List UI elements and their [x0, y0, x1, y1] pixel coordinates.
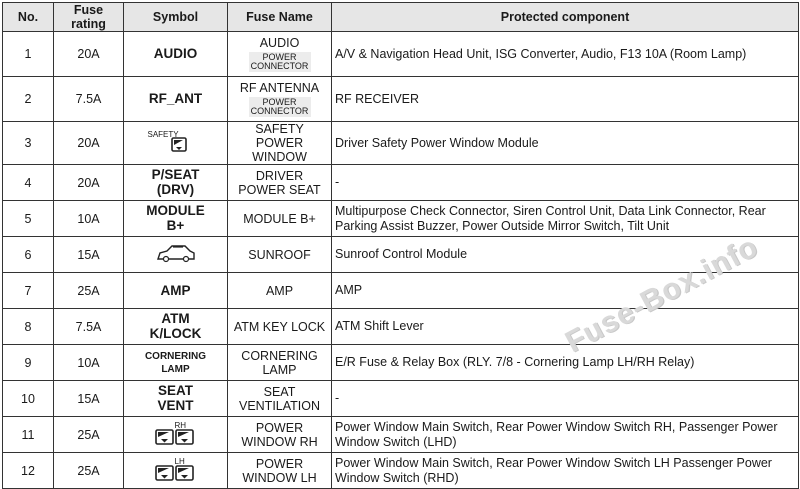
- symbol-label: AMP: [160, 282, 191, 298]
- protected-component: Sunroof Control Module: [332, 237, 799, 273]
- header-row: [3, 3, 799, 32]
- table-row: [3, 32, 799, 77]
- fuse-rating: 15A: [54, 381, 124, 417]
- table-row: [3, 122, 799, 165]
- fuse-rating: 10A: [54, 345, 124, 381]
- fuse-number: 12: [3, 453, 54, 489]
- safety-window-icon: [148, 129, 204, 157]
- fuse-name: [228, 32, 332, 77]
- symbol-label: ATM K/LOCK: [149, 311, 202, 341]
- fuse-symbol: [124, 417, 228, 453]
- fuse-symbol: [124, 122, 228, 165]
- protected-component: -: [332, 165, 799, 201]
- symbol-label: MODULE B+: [146, 203, 205, 233]
- fuse-number: 11: [3, 417, 54, 453]
- fuse-rating: 7.5A: [54, 77, 124, 122]
- table-row: [3, 345, 799, 381]
- fuse-rating: 25A: [54, 453, 124, 489]
- fuse-name-label: MODULE B+: [243, 211, 316, 226]
- fuse-rating: 15A: [54, 237, 124, 273]
- table-row: [3, 201, 799, 237]
- fuse-name: [228, 165, 332, 201]
- fuse-name-label: AUDIO: [259, 36, 300, 50]
- table-row: [3, 237, 799, 273]
- protected-component: Multipurpose Check Connector, Siren Control Unit, Data Link Connector, Rear Parking Assist Buzzer, Power Outside Mirror Switch, Tilt Unit: [332, 201, 799, 237]
- fuse-symbol: [124, 345, 228, 381]
- fuse-rating: 20A: [54, 32, 124, 77]
- symbol-label: P/SEAT (DRV): [151, 167, 200, 197]
- header-symbol: Symbol: [124, 3, 228, 32]
- protected-component: Driver Safety Power Window Module: [332, 122, 799, 165]
- fuse-name-label: RF ANTENNA: [239, 81, 320, 95]
- fuse-name-label: AMP: [265, 283, 294, 298]
- fuse-name: [228, 273, 332, 309]
- header-fuse-rating: Fuse rating: [54, 3, 124, 32]
- symbol-label: RH: [174, 420, 187, 430]
- fuse-name-label: SAFETY POWER WINDOW: [252, 122, 307, 164]
- fuse-name-label: SUNROOF: [248, 247, 311, 262]
- fuse-name-sublabel: POWER CONNECTOR: [249, 97, 311, 117]
- header-fuse-name: Fuse Name: [228, 3, 332, 32]
- fuse-name: [228, 237, 332, 273]
- fuse-symbol: [124, 453, 228, 489]
- fuse-name-sublabel: POWER CONNECTOR: [249, 52, 311, 72]
- fuse-number: 7: [3, 273, 54, 309]
- header-protected-component: Protected component: [332, 3, 799, 32]
- fuse-number: 8: [3, 309, 54, 345]
- fuse-name: [228, 122, 332, 165]
- fuse-symbol: [124, 381, 228, 417]
- fuse-number: 5: [3, 201, 54, 237]
- symbol-label: CORNERING LAMP: [144, 350, 207, 375]
- table-row: [3, 77, 799, 122]
- symbol-label: RF_ANT: [148, 91, 203, 106]
- fuse-name-label: SEAT VENTILATION: [238, 384, 321, 413]
- protected-component: ATM Shift Lever: [332, 309, 799, 345]
- fuse-name: [228, 309, 332, 345]
- fuse-number: 6: [3, 237, 54, 273]
- protected-component: RF RECEIVER: [332, 77, 799, 122]
- table-row: [3, 381, 799, 417]
- fuse-name-label: POWER WINDOW LH: [242, 456, 317, 485]
- table-row: [3, 273, 799, 309]
- symbol-label: SAFETY: [147, 130, 179, 139]
- fuse-symbol: [124, 273, 228, 309]
- fuse-name: [228, 417, 332, 453]
- fuse-rating: 10A: [54, 201, 124, 237]
- protected-component: Power Window Main Switch, Rear Power Window Switch RH, Passenger Power Window Switch (LHD): [332, 417, 799, 453]
- fuse-name: [228, 77, 332, 122]
- fuse-name-label: POWER WINDOW RH: [241, 420, 318, 449]
- watermark: Fuse-Box.info: [560, 230, 764, 360]
- fuse-symbol: [124, 32, 228, 77]
- fuse-rating: 20A: [54, 165, 124, 201]
- symbol-label: SEAT VENT: [157, 383, 194, 413]
- symbol-label: AUDIO: [153, 46, 198, 61]
- power-window-rh-icon: [153, 420, 199, 450]
- header-no: No.: [3, 3, 54, 32]
- protected-component: -: [332, 381, 799, 417]
- fuse-symbol: [124, 77, 228, 122]
- fuse-number: 3: [3, 122, 54, 165]
- fuse-rating: 20A: [54, 122, 124, 165]
- fuse-symbol: [124, 309, 228, 345]
- fuse-name-label: DRIVER POWER SEAT: [238, 168, 321, 197]
- table-row: [3, 417, 799, 453]
- fuse-rating: 25A: [54, 273, 124, 309]
- fuse-number: 2: [3, 77, 54, 122]
- protected-component: A/V & Navigation Head Unit, ISG Converter, Audio, F13 10A (Room Lamp): [332, 32, 799, 77]
- fuse-name-label: CORNERING LAMP: [241, 348, 318, 377]
- symbol-label: LH: [174, 456, 185, 466]
- fuse-symbol: [124, 201, 228, 237]
- protected-component: E/R Fuse & Relay Box (RLY. 7/8 - Cornering Lamp LH/RH Relay): [332, 345, 799, 381]
- fuse-number: 4: [3, 165, 54, 201]
- fuse-symbol: [124, 237, 228, 273]
- table-row: [3, 309, 799, 345]
- sunroof-car-icon: [155, 242, 197, 268]
- fuse-name-label: ATM KEY LOCK: [233, 319, 326, 334]
- fuse-number: 10: [3, 381, 54, 417]
- fuse-name: [228, 381, 332, 417]
- fuse-symbol: [124, 165, 228, 201]
- protected-component: Power Window Main Switch, Rear Power Window Switch LH Passenger Power Window Switch (RHD): [332, 453, 799, 489]
- fuse-rating: 25A: [54, 417, 124, 453]
- fuse-number: 9: [3, 345, 54, 381]
- fuse-table: [2, 2, 799, 489]
- fuse-number: 1: [3, 32, 54, 77]
- fuse-name: [228, 201, 332, 237]
- fuse-name: [228, 453, 332, 489]
- table-row: [3, 453, 799, 489]
- fuse-name: [228, 345, 332, 381]
- fuse-rating: 7.5A: [54, 309, 124, 345]
- table-row: [3, 165, 799, 201]
- protected-component: AMP: [332, 273, 799, 309]
- power-window-lh-icon: [153, 456, 199, 486]
